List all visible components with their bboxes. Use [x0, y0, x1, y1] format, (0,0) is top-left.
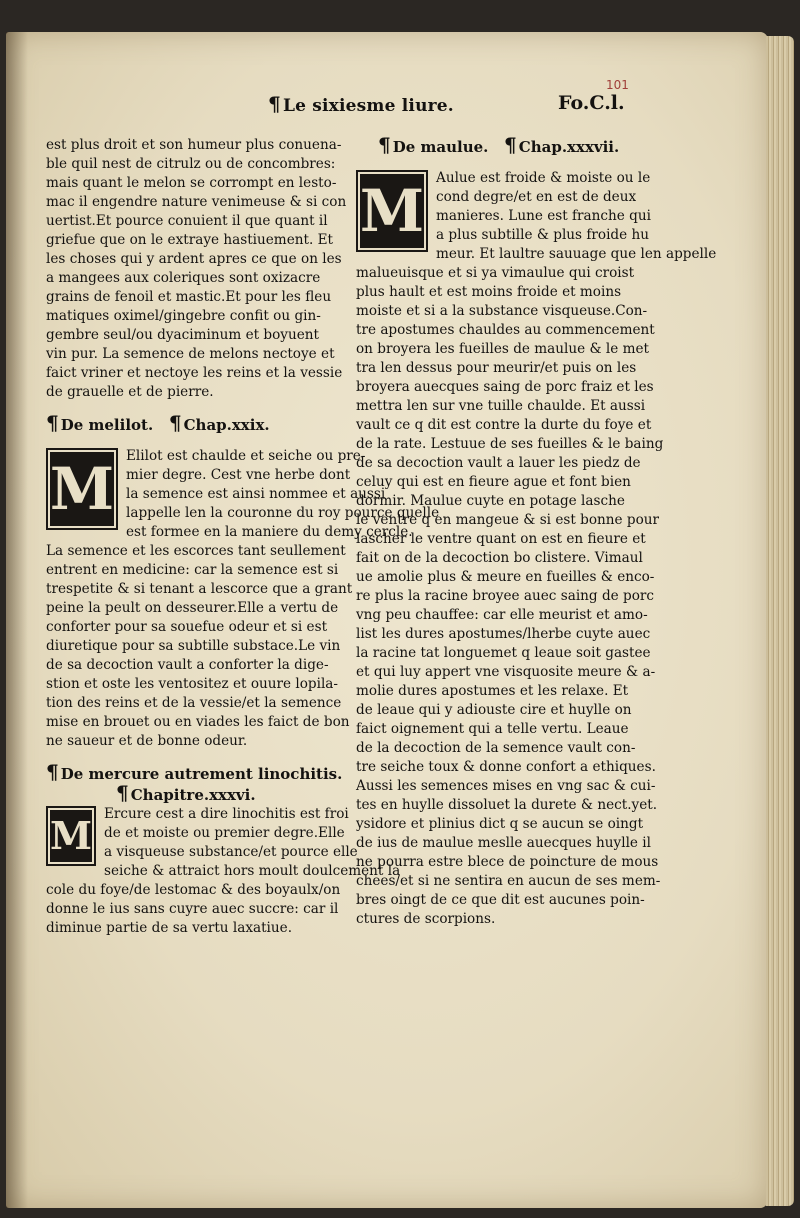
mercure-heading — [46, 760, 343, 784]
text-line: ysidore et plinius dict q se aucun se oingt — [356, 816, 644, 832]
maulue-paragraph — [356, 169, 717, 929]
text-line: la semence est ainsi nommee et aussi — [126, 486, 386, 502]
text-line: gembre seul/ou dyaciminum et boyuent — [46, 327, 319, 343]
text-line: Aussi les semences mises en vng sac & cui- — [356, 778, 656, 794]
text-line: tion des reins et de la vessie/et la semence — [46, 695, 342, 711]
text-line: list les dures apostumes/lherbe cuyte auec — [356, 626, 651, 642]
text-line: moiste et si a la substance visqueuse.Con- — [356, 303, 648, 319]
text-line: meur. Et laultre sauuage que len appelle — [436, 246, 717, 262]
text-line: matiques oximel/gingebre confit ou gin- — [46, 308, 321, 324]
text-line: diuretique pour sa subtille substace.Le vin — [46, 638, 341, 654]
mercure-chapter-line — [46, 781, 342, 805]
text-line: entrent en medicine: car la semence est si — [46, 562, 339, 578]
text-line: de leaue qui y adiouste cire et huylle on — [356, 702, 632, 718]
text-line: vng peu chauffee: car elle meurist et amo- — [356, 607, 648, 623]
text-line: tes en huylle dissoluet la durete & nect.yet. — [356, 797, 658, 813]
text-line: donne le ius sans cuyre auec succre: car il — [46, 901, 339, 917]
text-line: mise en brouet ou en viades les faict de bon — [46, 714, 350, 730]
text-line: ne saueur et de bonne odeur. — [46, 733, 248, 749]
pilcrow-icon: ¶ — [168, 411, 182, 435]
melilot-chapter: Chap.xxix. — [183, 416, 270, 434]
melilot-paragraph — [46, 447, 440, 751]
maulue-title: De maulue. — [392, 138, 489, 156]
text-line: mac il engendre nature venimeuse & si con — [46, 194, 347, 210]
melilot-title: De melilot. — [60, 416, 154, 434]
text-line: molie dures apostumes et les relaxe. Et — [356, 683, 629, 699]
text-line: de sa decoction vault a conforter la dige- — [46, 657, 329, 673]
maulue-chapter: Chap.xxxvii. — [518, 138, 620, 156]
melilot-heading — [46, 411, 342, 435]
pilcrow-icon: ¶ — [268, 92, 281, 116]
text-line: les choses qui y ardent apres ce que on les — [46, 251, 342, 267]
folio-number: Fo.C.l. — [558, 92, 625, 114]
text-line: peine la peult on desseurer.Elle a vertu de — [46, 600, 339, 616]
text-line: dormir. Maulue cuyte en potage lasche — [356, 493, 625, 509]
text-line: de grauelle et de pierre. — [46, 384, 214, 400]
text-line: de sa decoction vault a lauer les piedz de — [356, 455, 641, 471]
text-line: La semence et les escorces tant seullement — [46, 543, 346, 559]
mercure-chapter: Chapitre.xxxvi. — [130, 786, 256, 804]
text-line: Elilot est chaulde et seiche ou pre- — [126, 448, 366, 464]
text-line: bres oingt de ce que dit est aucunes poin- — [356, 892, 645, 908]
text-line: tra len dessus pour meurir/et puis on les — [356, 360, 637, 376]
text-line: faict oignement qui a telle vertu. Leaue — [356, 721, 629, 737]
mercure-paragraph — [46, 805, 401, 938]
right-column — [356, 133, 717, 929]
text-line: cond degre/et en est de deux — [436, 189, 637, 205]
initial-letter-m: M — [356, 170, 428, 252]
text-line: re plus la racine broyee auec saing de porc — [356, 588, 655, 604]
pilcrow-icon: ¶ — [46, 760, 59, 784]
text-line: est formee en la maniere du demy cercle. — [126, 524, 413, 540]
maulue-heading — [356, 133, 656, 157]
text-line: est plus droit et son humeur plus conuena- — [46, 137, 342, 153]
text-line: de la decoction de la semence vault con- — [356, 740, 636, 756]
text-line: lappelle len la couronne du roy pource quelle — [126, 505, 440, 521]
running-head — [268, 92, 454, 116]
text-line: diminue partie de sa vertu laxatiue. — [46, 920, 293, 936]
text-line: broyera auecques saing de porc fraiz et les — [356, 379, 654, 395]
text-line: tre seiche toux & donne confort a ethiques. — [356, 759, 656, 775]
melon-continuation — [46, 136, 347, 402]
text-line: ue amolie plus & meure en fueilles & enco- — [356, 569, 655, 585]
text-line: griefue que on le extraye hastiuement. Et — [46, 232, 333, 248]
text-line: conforter pour sa souefue odeur et si est — [46, 619, 328, 635]
text-line: manieres. Lune est franche qui — [436, 208, 651, 224]
text-line: Aulue est froide & moiste ou le — [436, 170, 651, 186]
pilcrow-icon: ¶ — [46, 411, 59, 435]
text-line: seiche & attraict hors moult doulcement la — [104, 863, 401, 879]
text-line: lascher le ventre quant on est en fieure et — [356, 531, 646, 547]
text-line: fait on de la decoction bo clistere. Vimaul — [356, 550, 643, 566]
folio-handwritten-number: 101 — [606, 78, 629, 92]
initial-letter-m: M — [46, 448, 118, 530]
text-line: de et moiste ou premier degre.Elle — [104, 825, 345, 841]
text-line: Ercure cest a dire linochitis est froi — [104, 806, 349, 822]
text-line: uertist.Et pource conuient il que quant il — [46, 213, 328, 229]
text-line: malueuisque et si ya vimaulue qui croist — [356, 265, 635, 281]
text-line: cole du foye/de lestomac & des boyaulx/on — [46, 882, 341, 898]
text-line: a plus subtille & plus froide hu — [436, 227, 649, 243]
text-line: de la rate. Lestuue de ses fueilles & le baing — [356, 436, 664, 452]
text-line: de ius de maulue meslle auecques huylle il — [356, 835, 651, 851]
text-line: celuy qui est en fieure ague et font bien — [356, 474, 631, 490]
text-line: chees/et si ne sentira en aucun de ses mem- — [356, 873, 661, 889]
text-line: ble quil nest de citrulz ou de concombres: — [46, 156, 336, 172]
text-line: mettra len sur vne tuille chaulde. Et aussi — [356, 398, 646, 414]
page-edges — [766, 36, 794, 1206]
page-gutter-shadow — [6, 32, 28, 1208]
text-line: ctures de scorpions. — [356, 911, 496, 927]
text-line: a visqueuse substance/et pource elle — [104, 844, 358, 860]
text-line: trespetite & si tenant a lescorce que a grant — [46, 581, 353, 597]
text-line: mier degre. Cest vne herbe dont — [126, 467, 351, 483]
text-line: tre apostumes chauldes au commencement — [356, 322, 655, 338]
text-line: mais quant le melon se corrompt en lesto- — [46, 175, 337, 191]
text-line: on broyera les fueilles de maulue & le met — [356, 341, 650, 357]
pilcrow-icon: ¶ — [116, 781, 129, 805]
running-head-text: Le sixiesme liure. — [282, 96, 454, 116]
pilcrow-icon: ¶ — [378, 133, 391, 157]
text-line: le ventre q en mangeue & si est bonne pour — [356, 512, 660, 528]
text-line: grains de fenoil et mastic.Et pour les fleu — [46, 289, 332, 305]
pilcrow-icon: ¶ — [504, 133, 517, 157]
text-line: ne pourra estre blece de poincture de mous — [356, 854, 659, 870]
text-line: faict vriner et nectoye les reins et la vessie — [46, 365, 343, 381]
initial-letter-m: M — [46, 806, 96, 866]
text-line: plus hault et est moins froide et moins — [356, 284, 622, 300]
text-line: vault ce q dit est contre la durte du foye et — [356, 417, 652, 433]
text-line: a mangees aux coleriques sont oxizacre — [46, 270, 321, 286]
text-line: vin pur. La semence de melons nectoye et — [46, 346, 335, 362]
text-line: et qui luy appert vne visquosite meure & a- — [356, 664, 656, 680]
text-line: la racine tat longuemet q leaue soit gastee — [356, 645, 651, 661]
mercure-title: De mercure autrement linochitis. — [60, 765, 343, 783]
text-line: stion et oste les ventositez et ouure lopila- — [46, 676, 339, 692]
